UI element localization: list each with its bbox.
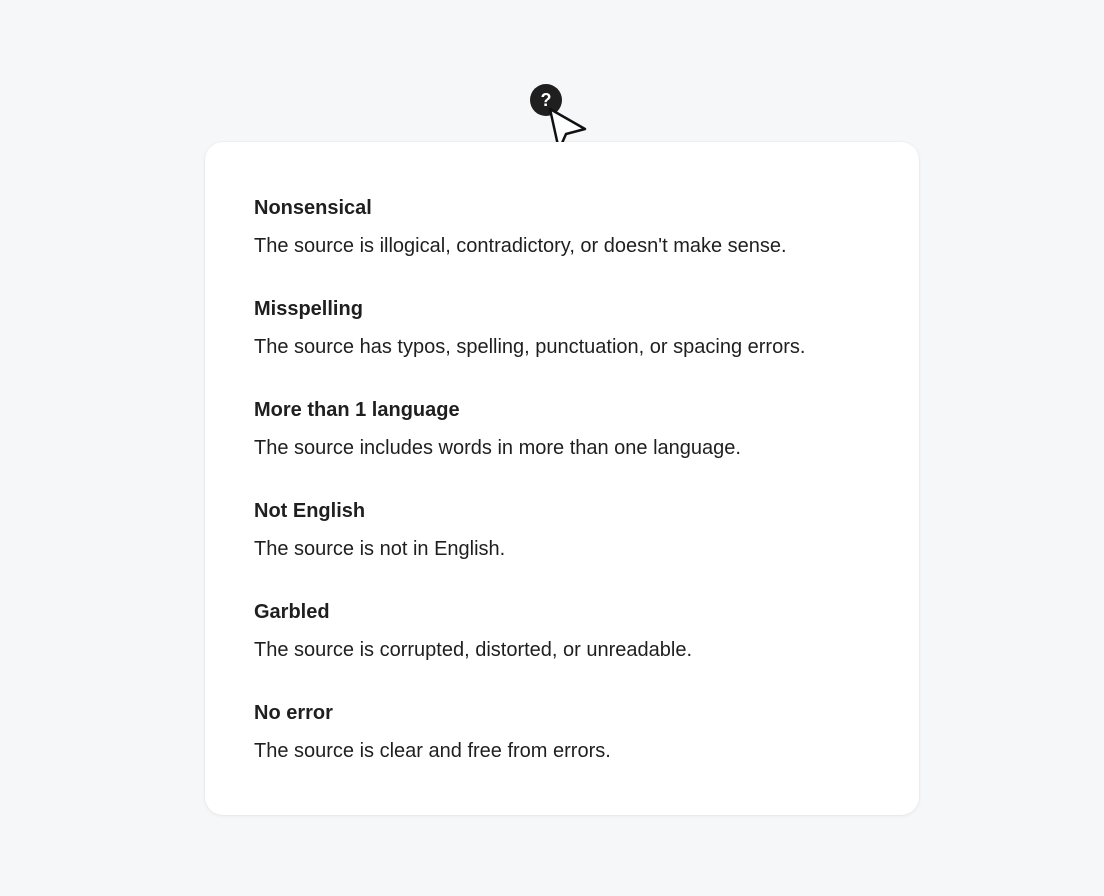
error-type-title: Garbled (254, 601, 330, 623)
error-type-item (254, 600, 870, 701)
error-type-title: Not English (254, 500, 366, 522)
error-type-description: The source is not in English. (254, 538, 506, 560)
error-type-title: More than 1 language (254, 399, 460, 421)
error-type-item (254, 499, 870, 600)
error-type-description: The source is corrupted, distorted, or unreadable. (254, 639, 693, 661)
error-type-item (254, 398, 870, 499)
error-type-tooltip (205, 142, 919, 815)
error-type-description: The source includes words in more than one language. (254, 437, 741, 459)
help-button[interactable] (530, 84, 562, 116)
error-type-description: The source is illogical, contradictory, or doesn't make sense. (254, 235, 787, 257)
error-type-item (254, 297, 870, 398)
error-type-title: Misspelling (254, 298, 363, 320)
error-type-description: The source has typos, spelling, punctuation, or spacing errors. (254, 336, 806, 358)
error-type-item (254, 196, 870, 297)
error-type-title: Nonsensical (254, 197, 372, 219)
error-type-title: No error (254, 702, 333, 724)
error-type-description: The source is clear and free from errors. (254, 740, 611, 762)
error-type-item (254, 701, 870, 802)
question-icon: ? (540, 89, 552, 110)
